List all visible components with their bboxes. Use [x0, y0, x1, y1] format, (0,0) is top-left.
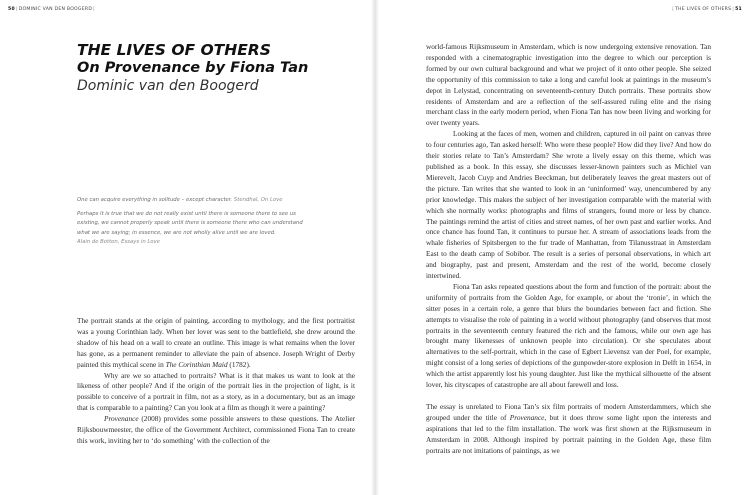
body-paragraph [77, 414, 355, 447]
paragraph-text: , but it does throw some light upon the interests and aspirations that led to the film installation. The work was first shown at the Rijksmuseum in Amsterdam in 2008. Although inspired by portrait painting in the Golden Age, these film portraits are not imitations of paintings, as we [426, 412, 711, 455]
running-head-title: THE LIVES OF OTHERS [674, 7, 732, 12]
epigraphs [77, 196, 357, 252]
body-paragraph [77, 316, 355, 371]
article-author: Dominic van den Boogerd [77, 78, 259, 94]
body-paragraph: Looking at the faces of men, women and children, captured in oil paint on canvas three to four centuries ago, Tan asked herself: Who were these people? How did they live? And how do their stories relate to Tan’s Amsterdam? She wrote a lively essay on this theme, which was published as a book. In this essay, she discusses lesser-known painters such as Michiel van Mierevelt, Jacob Cuyp and Andries Beeckman, but deliberately leaves the great masters out of the picture. Tan writes that she wanted to look in an ‘uninformed’ way, unencumbered by any prior knowledge. This makes the subject of her investigation comparable with the material with which she normally works: photographs and films of strangers, found more or less by chance. The paintings remind the artist of cities and street names, of her own past and earlier works. And once chance has found Tan, it continues to pursue her. A stream of associations leads from the whale fisheries of Spitsbergen to the fur trade of Manhattan, from Tilanusstraat in Amsterdam East to the death camp of Sobibor. The result is a series of personal observations, in which art and biography, past and present, Amsterdam and the rest of the world, become closely intertwined. [426, 129, 711, 281]
epigraph-line: what we are saying; in essence, we are not wholly alive until we are loved. [77, 229, 276, 236]
article-title-block [77, 41, 367, 95]
epigraph-de-botton [77, 210, 357, 248]
artwork-title: The Corinthian Maid [165, 359, 228, 369]
body-paragraph: Fiona Tan asks repeated questions about the form and function of the portrait: about the uniformity of portraits from the Golden Age, for example, or about the ‘tronie’, in which the sitter poses in a certain role, a genre that blurs the boundaries between fact and fiction. She attempts to visualise the role of painting in a world without photography (and observes that most portraits in the seventeenth century featured the rich and the famous, while our own age has brought many likenesses of unknown people into circulation). Or she speculates about alternatives to the self-portrait, which in the case of Egbert Lievensz van der Poel, for example, might consist of a long series of depictions of the gunpowder-store explosion in Delft in 1654, in which the artist apparently lost his young daughter. Just like the mythical silhouette of the absent lover, his cityscapes of catastrophe are all about farewell and loss. [426, 281, 711, 390]
article-title: THE LIVES OF OTHERS [77, 41, 271, 59]
running-head-separator-end: | [732, 7, 735, 12]
page-number-right: 51 [735, 7, 742, 12]
left-body-text [77, 316, 355, 447]
artwork-title: Provenance [104, 414, 139, 424]
paragraph-text: The portrait stands at the origin of painting, according to mythology, and the first portraitist was a young Corinthian lady. When her lover was sent to the battlefield, she drew around the shadow of his head on a wall to create an outline. This image is what remains when the lover has gone, as a permanent reminder to alleviate the pain of absence. Joseph Wright of Derby painted this mythical scene in [77, 316, 355, 369]
running-head-separator: | [15, 7, 18, 12]
running-head-left [8, 7, 96, 12]
epigraph-stendhal [77, 196, 357, 206]
epigraph-quote: One can acquire everything in solitude – except character. [77, 197, 233, 203]
epigraph-line: Perhaps it is true that we do not really exist until there is someone there to see us [77, 210, 296, 217]
left-page [0, 0, 372, 495]
paragraph-text: The essay is unrelated to Fiona Tan’s six film portraits of modern Amsterdammers, which she grouped under the title of [426, 401, 711, 422]
paragraph-text: (2008) provides some possible answers to these questions. The Atelier Rijksbouwmeester, the office of the Government Architect, commissioned Fiona Tan to create this work, inviting her to ‘do something’ with the collection of the [77, 414, 355, 445]
epigraph-line: existing, we cannot properly speak until there is someone there who can understand [77, 220, 303, 226]
epigraph-attribution: Stendhal, On Love [233, 197, 283, 203]
body-paragraph: world-famous Rijksmuseum in Amsterdam, which is now undergoing extensive renovation. Tan responded with a cinematographic investigation into the degree to which our perception is formed by our own cultural background and what we project of it onto other people. She seized the opportunity of this commission to take a long and careful look at paintings in the museum’s depot in Lelystad, concentrating on seventeenth-century Dutch portraits. These portraits show residents of Amsterdam and are a reflection of the self-assured ruling elite and the rising merchant class in the early modern period, when Fiona Tan has now been living and working for over twenty years. [426, 42, 711, 128]
body-paragraph: Why are we so attached to portraits? What is it that makes us want to look at the likeness of other people? And if the origin of the portrait lies in the projection of light, is it possible to conceive of a portrait in film, not as a story, as in a documentary, but as an image that is comparable to a painting? Can you look at a film as though it were a painting? [77, 370, 355, 413]
running-head-right [671, 7, 742, 12]
running-head-separator-end: | [93, 7, 95, 12]
artwork-title: Provenance [509, 412, 545, 422]
right-page [378, 0, 750, 495]
right-body-text [426, 42, 711, 456]
article-subtitle: On Provenance by Fiona Tan [77, 60, 309, 76]
running-head-author: DOMINIC VAN DEN BOOGERD [18, 7, 93, 12]
body-paragraph [426, 402, 711, 457]
paragraph-text: (1782). [227, 359, 251, 369]
page-number-left: 50 [8, 7, 15, 12]
epigraph-attribution: Alain de Botton, Essays in Love [77, 239, 160, 245]
running-head-separator: | [672, 7, 674, 12]
